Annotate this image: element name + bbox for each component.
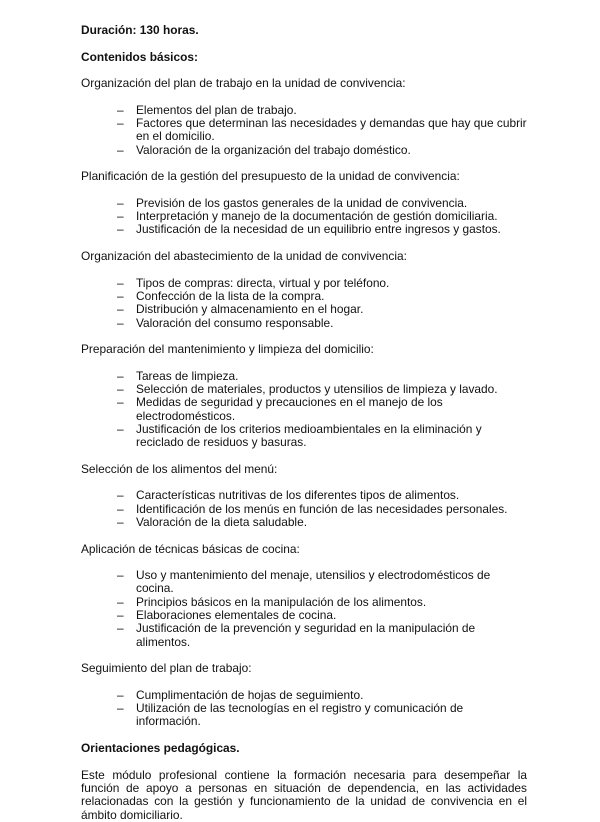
section-title: Organización del abastecimiento de la unidad de convivencia:: [81, 249, 407, 264]
section-list: [81, 104, 527, 157]
section-list: [81, 569, 527, 649]
list-item-text: Previsión de los gastos generales de la unidad de convivencia.: [136, 195, 468, 210]
dash-bullet: –: [117, 315, 124, 330]
dash-bullet: –: [117, 102, 124, 117]
list-item-text: Identificación de los menús en función de las necesidades personales.: [136, 501, 508, 516]
list-item-text: Tareas de limpieza.: [136, 368, 239, 383]
dash-bullet: –: [117, 195, 124, 210]
list-item: [81, 396, 527, 423]
section-list: [81, 197, 527, 237]
dash-bullet: –: [117, 368, 124, 383]
list-item-text: Distribución y almacenamiento en el hogar.: [136, 302, 364, 317]
list-item: [81, 503, 527, 516]
list-item-text: Valoración de la dieta saludable.: [136, 514, 307, 529]
list-item: [81, 210, 527, 223]
list-item: [81, 569, 527, 596]
list-item-text: Utilización de las tecnologías en el registro y comunicación de información.: [136, 701, 464, 729]
list-item: [81, 117, 527, 144]
pedagogy-heading: Orientaciones pedagógicas.: [81, 741, 240, 756]
list-item-text: Elementos del plan de trabajo.: [136, 102, 297, 117]
contents-heading: Contenidos básicos:: [81, 49, 198, 64]
list-item: [81, 489, 527, 502]
list-item: [81, 223, 527, 236]
list-item: [81, 516, 527, 529]
dash-bullet: –: [117, 209, 124, 224]
dash-bullet: –: [117, 501, 124, 516]
list-item-text: Uso y mantenimiento del menaje, utensilios y electrodomésticos de cocina.: [136, 568, 491, 596]
dash-bullet: –: [117, 395, 124, 410]
pedagogy-paragraph: Este módulo profesional contiene la formación necesaria para desempeñar la función de apoyo a personas en situación de dependencia, en las actividades relacionadas con la gestión y funcionamiento de la unidad de convivencia en el ámbito domiciliario.: [81, 767, 527, 822]
list-item-text: Valoración de la organización del trabajo doméstico.: [136, 142, 411, 157]
section-title: Organización del plan de trabajo en la unidad de convivencia:: [81, 76, 406, 91]
list-item: [81, 423, 527, 450]
dash-bullet: –: [117, 488, 124, 503]
list-item-text: Justificación de los criterios medioambientales en la eliminación y reciclado de residuos y basuras.: [136, 421, 482, 450]
list-item-text: Factores que determinan las necesidades y demandas que hay que cubrir en el domicilio.: [136, 116, 527, 144]
list-item-text: Tipos de compras: directa, virtual y por teléfono.: [136, 275, 390, 290]
section-list: [81, 489, 527, 529]
list-item: [81, 689, 527, 702]
duration-heading: Duración: 130 horas.: [81, 23, 199, 37]
dash-bullet: –: [117, 421, 124, 436]
list-item-text: Confección de la lista de la compra.: [136, 288, 325, 303]
contents-sections: [81, 77, 527, 742]
list-item: [81, 303, 527, 316]
dash-bullet: –: [117, 382, 124, 397]
list-item-text: Principios básicos en la manipulación de los alimentos.: [136, 594, 427, 609]
section-list: [81, 689, 527, 729]
dash-bullet: –: [117, 701, 124, 716]
dash-bullet: –: [117, 568, 124, 583]
list-item-text: Justificación de la prevención y seguridad en la manipulación de alimentos.: [136, 621, 476, 649]
section-title: Planificación de la gestión del presupuesto de la unidad de convivencia:: [81, 169, 460, 184]
dash-bullet: –: [117, 288, 124, 303]
list-item-text: Elaboraciones elementales de cocina.: [136, 608, 337, 623]
section-title: Aplicación de técnicas básicas de cocina:: [81, 541, 300, 556]
dash-bullet: –: [117, 302, 124, 317]
section-list: [81, 277, 527, 330]
document-page: [81, 24, 527, 822]
dash-bullet: –: [117, 514, 124, 529]
list-item: [81, 622, 527, 649]
list-item: [81, 383, 527, 396]
list-item-text: Cumplimentación de hojas de seguimiento.: [136, 687, 364, 702]
list-item: [81, 290, 527, 303]
list-item: [81, 317, 527, 330]
list-item: [81, 609, 527, 622]
list-item-text: Justificación de la necesidad de un equilibrio entre ingresos y gastos.: [136, 222, 501, 237]
dash-bullet: –: [117, 608, 124, 623]
section-list: [81, 370, 527, 450]
section-title: Preparación del mantenimiento y limpieza del domicilio:: [81, 342, 374, 357]
list-item-text: Características nutritivas de los diferentes tipos de alimentos.: [136, 488, 460, 503]
list-item: [81, 702, 527, 729]
list-item: [81, 104, 527, 117]
section-title: Seguimiento del plan de trabajo:: [81, 661, 252, 676]
dash-bullet: –: [117, 142, 124, 157]
list-item: [81, 277, 527, 290]
list-item: [81, 370, 527, 383]
list-item-text: Interpretación y manejo de la documentación de gestión domiciliaria.: [136, 209, 498, 224]
dash-bullet: –: [117, 594, 124, 609]
list-item-text: Selección de materiales, productos y utensilios de limpieza y lavado.: [136, 382, 498, 397]
list-item-text: Valoración del consumo responsable.: [136, 315, 334, 330]
list-item: [81, 144, 527, 157]
dash-bullet: –: [117, 275, 124, 290]
dash-bullet: –: [117, 621, 124, 636]
list-item-text: Medidas de seguridad y precauciones en el manejo de los electrodomésticos.: [136, 395, 443, 423]
section-title: Selección de los alimentos del menú:: [81, 461, 278, 476]
dash-bullet: –: [117, 116, 124, 131]
dash-bullet: –: [117, 222, 124, 237]
list-item: [81, 197, 527, 210]
dash-bullet: –: [117, 687, 124, 702]
list-item: [81, 596, 527, 609]
